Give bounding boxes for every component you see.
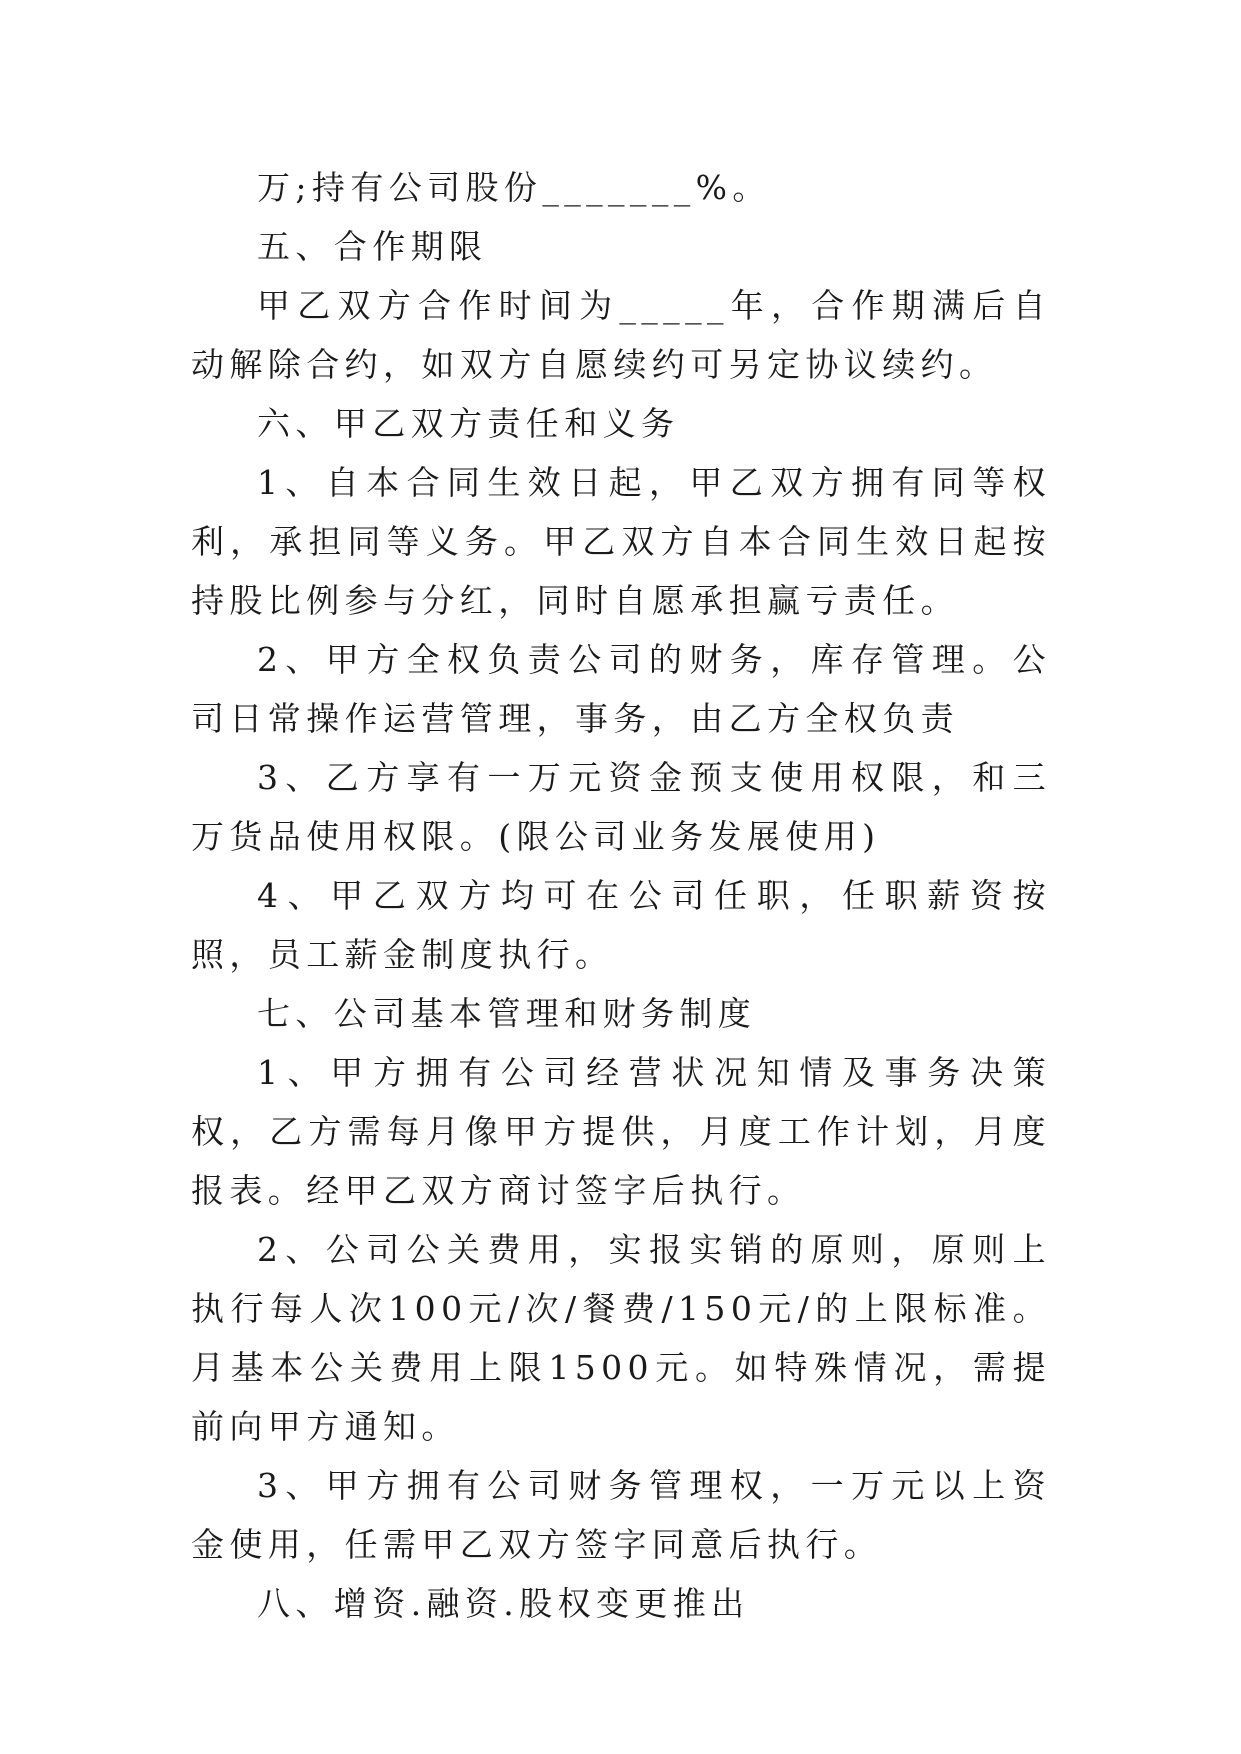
heading-responsibilities: 六、甲乙双方责任和义务 (257, 404, 680, 443)
paragraph-cooperation-term: 甲乙双方合作时间为_____年，合作期满后自动解除合约，如双方自愿续约可另定协议续约。 (191, 286, 1051, 384)
paragraph-party-b-advance: 3、乙方享有一万元资金预支使用权限，和三万货品使用权限。(限公司业务发展使用) (191, 758, 1051, 856)
paragraph-shares-held: 万;持有公司股份_______%。 (257, 168, 771, 207)
paragraph-party-a-finance: 2、甲方全权负责公司的财务，库存管理。公司日常操作运营管理，事务，由乙方全权负责 (191, 640, 1051, 738)
paragraph-equal-rights: 1、自本合同生效日起，甲乙双方拥有同等权利，承担同等义务。甲乙双方自本合同生效日起按持股比例参与分红，同时自愿承担赢亏责任。 (191, 463, 1051, 620)
heading-cooperation-period: 五、合作期限 (257, 227, 488, 266)
document-body (191, 158, 1051, 1633)
heading-capital-changes: 八、增资.融资.股权变更推出 (257, 1584, 750, 1623)
paragraph-finance-control: 3、甲方拥有公司财务管理权，一万元以上资金使用，任需甲乙双方签字同意后执行。 (191, 1466, 1051, 1564)
paragraph-decision-rights: 1、甲方拥有公司经营状况知情及事务决策权，乙方需每月像甲方提供，月度工作计划，月度报表。经甲乙双方商讨签字后执行。 (191, 1053, 1051, 1210)
paragraph-employment: 4、甲乙双方均可在公司任职，任职薪资按照，员工薪金制度执行。 (191, 876, 1051, 974)
heading-management-finance: 七、公司基本管理和财务制度 (257, 994, 757, 1033)
paragraph-pr-expenses: 2、公司公关费用，实报实销的原则，原则上执行每人次100元/次/餐费/150元/的上限标准。月基本公关费用上限1500元。如特殊情况，需提前向甲方通知。 (191, 1230, 1051, 1446)
